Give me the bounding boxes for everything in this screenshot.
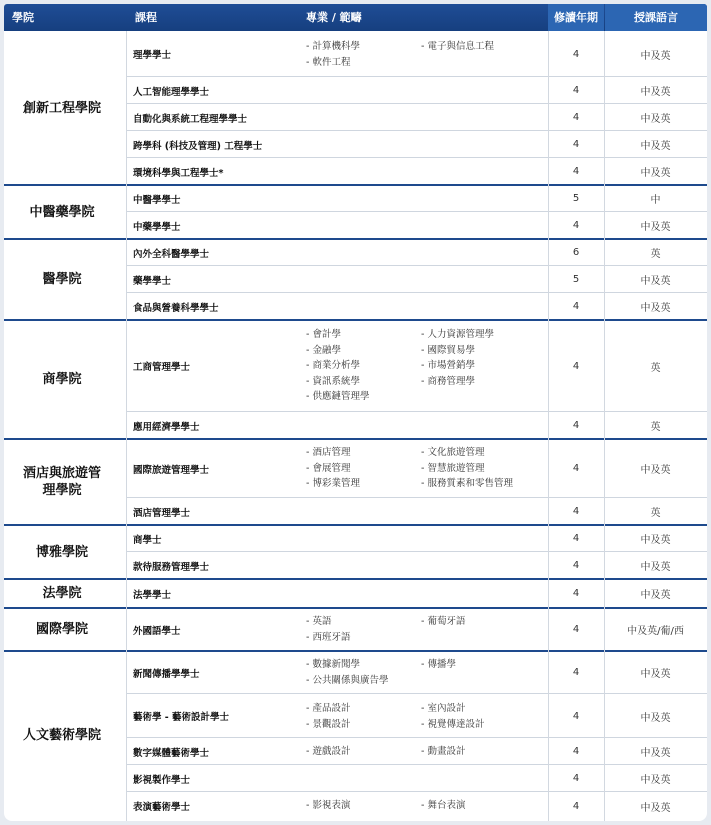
specialization-item: - 資訊系統學 <box>306 375 360 387</box>
table-header <box>4 4 707 31</box>
years-value: 4 <box>572 48 580 60</box>
language-value: 中及英 <box>640 465 671 476</box>
program-name: 法學學士 <box>133 589 172 601</box>
specialization-item: - 會展管理 <box>306 462 351 474</box>
column-divider <box>548 31 549 821</box>
years-value: 4 <box>572 220 580 231</box>
faculty-name: 商學院 <box>42 372 82 387</box>
language-value: 中及英 <box>640 303 671 314</box>
specialization-item: - 人力資源管理學 <box>421 329 494 340</box>
years-value: 4 <box>572 533 580 544</box>
language-value: 中及英 <box>640 562 671 573</box>
specialization-item: - 電子與信息工程 <box>421 41 494 52</box>
language-value: 中及英 <box>640 87 671 98</box>
program-name: 藥學學士 <box>133 275 172 287</box>
years-value: 4 <box>572 800 580 812</box>
program-name: 自動化與系統工程理學學士 <box>133 113 248 125</box>
program-name: 食品與營養科學學士 <box>133 302 219 314</box>
years-value: 4 <box>572 746 580 757</box>
specialization-item: - 金融學 <box>306 344 341 356</box>
faculty-name: 法學院 <box>42 586 82 601</box>
header-specialization: 專業 / 範疇 <box>306 11 362 24</box>
faculty-cell <box>4 185 120 239</box>
program-name: 表演藝術學士 <box>133 802 191 813</box>
years-value: 4 <box>572 112 580 123</box>
specialization-item: - 西班牙語 <box>306 631 351 643</box>
faculty-name: 國際學院 <box>35 622 88 637</box>
language-value: 英 <box>650 422 661 433</box>
program-name: 藝術學 - 藝術設計學士 <box>133 712 230 723</box>
faculty-name: 酒店與旅遊管理學院 <box>22 466 101 498</box>
language-value: 中及英 <box>640 802 671 814</box>
faculty-cell <box>4 525 120 579</box>
program-name: 環境科學與工程學士* <box>133 167 224 179</box>
program-name: 內外全科醫學學士 <box>133 248 210 260</box>
faculty-cell <box>4 320 120 439</box>
specialization-item: - 計算機科學 <box>306 41 360 52</box>
faculty-name: 中醫藥學院 <box>29 204 95 220</box>
language-value: 中及英 <box>640 590 671 601</box>
years-value: 4 <box>572 420 580 431</box>
faculty-cell <box>4 651 120 820</box>
program-name: 應用經濟學學士 <box>133 421 200 433</box>
specialization-item: - 博彩業管理 <box>306 478 360 489</box>
language-value: 英 <box>650 249 661 260</box>
language-value: 中及英 <box>640 141 671 152</box>
language-value: 中及英 <box>640 50 671 62</box>
specialization-item: - 數據新聞學 <box>306 659 360 670</box>
language-value: 中及英 <box>640 114 671 125</box>
specialization-item: - 遊戲設計 <box>306 746 351 757</box>
language-value: 中及英 <box>640 775 671 786</box>
language-value: 中及英 <box>640 748 671 759</box>
specialization-item: - 公共關係與廣告學 <box>306 674 389 686</box>
header-program: 課程 <box>135 11 157 24</box>
years-value: 4 <box>572 85 580 96</box>
specialization-item: - 視覺傳達設計 <box>421 718 485 730</box>
years-value: 4 <box>572 667 580 678</box>
specialization-item: - 智慧旅遊管理 <box>421 462 485 474</box>
program-name: 款待服務管理學士 <box>133 561 210 573</box>
specialization-item: - 市場營銷學 <box>421 360 475 371</box>
program-name: 數字媒體藝術學士 <box>133 747 210 759</box>
specialization-item: - 商業分析學 <box>306 360 360 371</box>
faculty-name: 創新工程學院 <box>22 100 101 116</box>
program-name: 外國語學士 <box>133 625 181 637</box>
faculty-cell <box>4 579 120 608</box>
program-name: 新聞傳播學學士 <box>133 668 200 680</box>
program-name: 酒店管理學士 <box>133 507 191 519</box>
years-value: 4 <box>572 588 580 599</box>
column-divider <box>604 31 605 821</box>
language-value: 中及英 <box>640 168 671 179</box>
years-value: 4 <box>572 360 580 372</box>
program-name: 國際旅遊管理學士 <box>133 464 210 476</box>
years-value: 4 <box>572 139 580 150</box>
program-name: 商學士 <box>133 534 162 546</box>
program-name: 中藥學學士 <box>133 221 181 233</box>
specialization-item: - 供應鏈管理學 <box>306 391 370 402</box>
years-value: 5 <box>572 274 580 285</box>
years-value: 4 <box>572 710 580 722</box>
specialization-item: - 舞台表演 <box>421 800 466 811</box>
specialization-item: - 影視表演 <box>306 800 351 811</box>
language-value: 中及英/葡/西 <box>627 626 684 637</box>
program-table <box>4 4 707 821</box>
program-name: 工商管理學士 <box>133 362 191 373</box>
faculty-cell <box>4 608 120 651</box>
language-value: 中及英 <box>640 712 671 724</box>
specialization-item: - 文化旅遊管理 <box>421 447 485 458</box>
language-value: 中及英 <box>640 669 671 680</box>
specialization-item: - 動畫設計 <box>421 746 466 757</box>
faculty-name: 博雅學院 <box>35 544 88 560</box>
faculty-name: 人文藝術學院 <box>22 728 101 743</box>
years-value: 4 <box>572 166 580 177</box>
specialization-item: - 商務管理學 <box>421 375 475 387</box>
faculty-name: 醫學院 <box>42 272 82 287</box>
years-value: 4 <box>572 624 580 635</box>
faculty-cell <box>4 439 120 525</box>
specialization-item: - 產品設計 <box>306 703 351 714</box>
program-name: 中醫學學士 <box>133 194 181 206</box>
specialization-item: - 傳播學 <box>421 659 456 670</box>
years-value: 5 <box>572 193 580 204</box>
program-name: 理學學士 <box>133 50 172 61</box>
specialization-item: - 英語 <box>306 616 332 627</box>
years-value: 4 <box>572 301 580 312</box>
language-value: 中及英 <box>640 276 671 287</box>
language-value: 中及英 <box>640 222 671 233</box>
specialization-item: - 軟件工程 <box>306 56 351 68</box>
years-value: 6 <box>572 247 580 258</box>
language-value: 英 <box>650 508 661 519</box>
specialization-item: - 葡萄牙語 <box>421 616 466 627</box>
column-divider <box>126 31 127 821</box>
faculty-cell <box>4 239 120 320</box>
language-value: 英 <box>650 362 661 374</box>
faculty-cell <box>4 31 120 185</box>
specialization-item: - 酒店管理 <box>306 447 351 458</box>
header-faculty: 學院 <box>12 11 34 24</box>
specialization-item: - 室內設計 <box>421 703 466 714</box>
years-value: 4 <box>572 773 580 784</box>
header-years: 修讀年期 <box>548 4 604 31</box>
program-name: 影視製作學士 <box>133 774 191 786</box>
specialization-item: - 景觀設計 <box>306 718 351 730</box>
specialization-item: - 國際貿易學 <box>421 344 475 356</box>
years-value: 4 <box>572 506 580 517</box>
program-name: 人工智能理學學士 <box>133 86 210 98</box>
header-language: 授課語言 <box>605 4 707 31</box>
program-name: 跨學科 (科技及管理) 工程學士 <box>133 140 263 152</box>
language-value: 中 <box>650 195 661 206</box>
language-value: 中及英 <box>640 535 671 546</box>
years-value: 4 <box>572 463 580 474</box>
years-value: 4 <box>572 560 580 571</box>
specialization-item: - 會計學 <box>306 329 341 340</box>
specialization-item: - 服務質素和零售管理 <box>421 478 513 489</box>
